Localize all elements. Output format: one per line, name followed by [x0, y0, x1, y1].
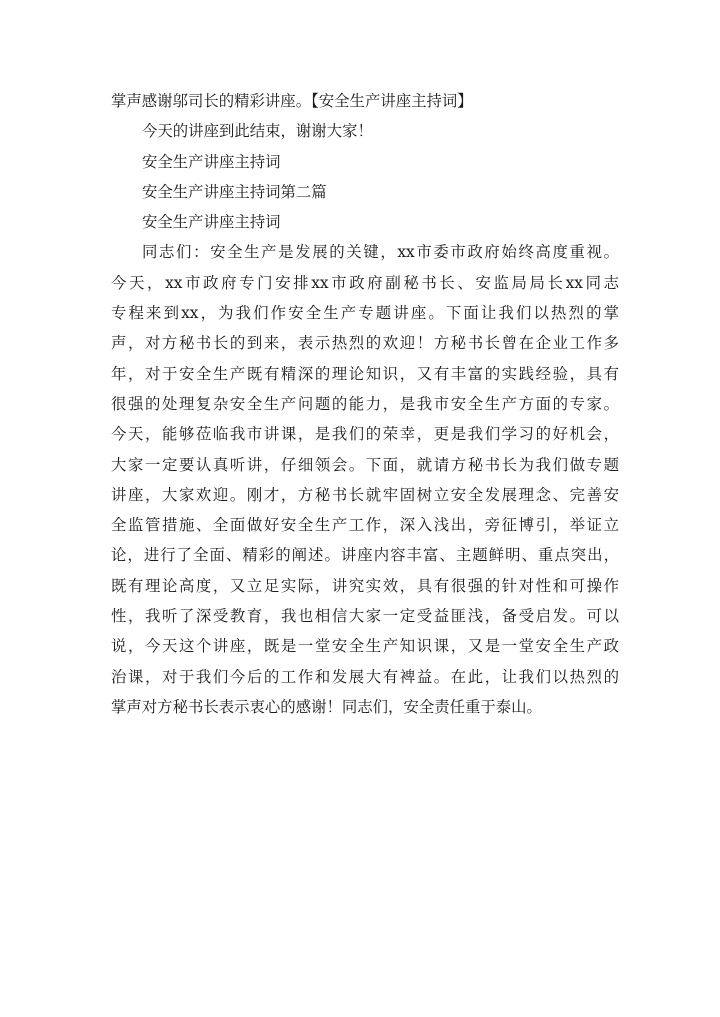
- text-line: 今天的讲座到此结束，谢谢大家！: [142, 122, 373, 141]
- text-line: 治课，对于我们今后的工作和发展大有裨益。在此，让我们以热烈的: [111, 667, 619, 686]
- text-line: 全监管措施、全面做好安全生产工作，深入浅出，旁征博引，举证立: [111, 516, 619, 535]
- text-line: 安全生产讲座主持词: [142, 213, 281, 232]
- text-line: 声，对方秘书长的到来，表示热烈的欢迎！方秘书长曾在企业工作多: [111, 334, 619, 353]
- text-line: 今天，xx市政府专门安排xx市政府副秘书长、安监局局长xx同志: [111, 273, 619, 292]
- text-line: 安全生产讲座主持词第二篇: [142, 182, 327, 201]
- text-line: 年，对于安全生产既有精深的理论知识，又有丰富的实践经验，具有: [111, 364, 619, 383]
- text-line: 专程来到xx，为我们作安全生产专题讲座。下面让我们以热烈的掌: [111, 304, 619, 323]
- text-line: 论，进行了全面、精彩的阐述。讲座内容丰富、主题鲜明、重点突出，: [111, 546, 619, 565]
- text-line: 说，今天这个讲座，既是一堂安全生产知识课，又是一堂安全生产政: [111, 637, 619, 656]
- text-line: 安全生产讲座主持词: [142, 152, 281, 171]
- text-line: 讲座，大家欢迎。刚才，方秘书长就牢固树立安全发展理念、完善安: [111, 485, 619, 504]
- text-line: 掌声对方秘书长表示衷心的感谢！同志们，安全责任重于泰山。: [111, 697, 542, 716]
- text-line: 大家一定要认真听讲，仔细领会。下面，就请方秘书长为我们做专题: [111, 455, 619, 474]
- text-line: 性，我听了深受教育，我也相信大家一定受益匪浅，备受启发。可以: [111, 607, 619, 626]
- document-body: [111, 86, 619, 722]
- text-line: 掌声感谢邬司长的精彩讲座。【安全生产讲座主持词】: [111, 92, 473, 110]
- text-line: 今天，能够莅临我市讲课，是我们的荣幸，更是我们学习的好机会，: [111, 425, 619, 444]
- text-line: 既有理论高度，又立足实际，讲究实效，具有很强的针对性和可操作: [111, 576, 619, 595]
- text-line: 同志们：安全生产是发展的关键，xx市委市政府始终高度重视。: [142, 243, 619, 262]
- text-line: 很强的处理复杂安全生产问题的能力，是我市安全生产方面的专家。: [111, 394, 619, 413]
